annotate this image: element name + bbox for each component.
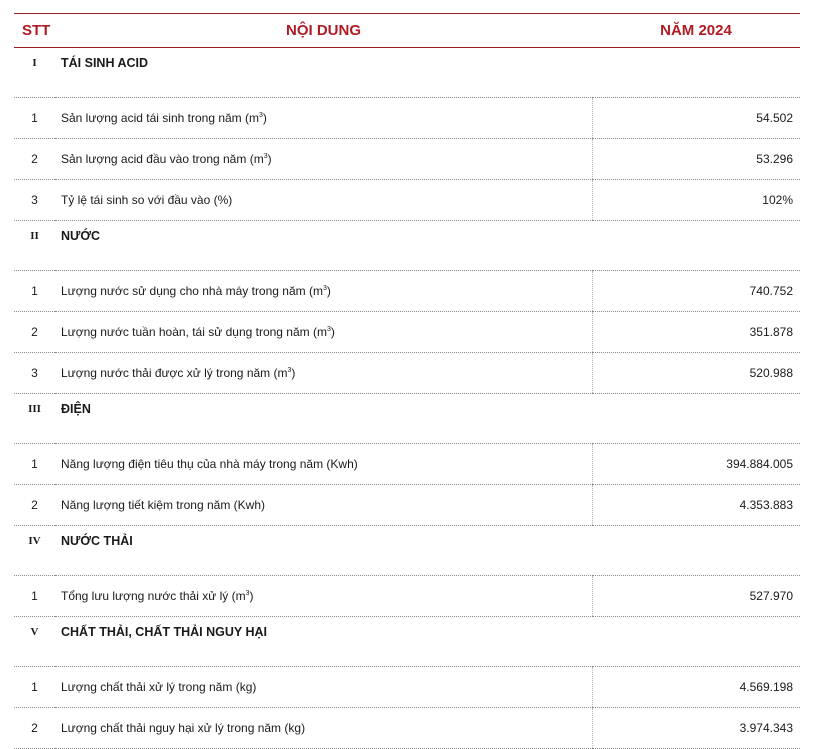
item-label: Năng lượng điện tiêu thụ của nhà máy trong năm [61, 457, 324, 471]
unit-superscript: 3 [259, 112, 263, 119]
item-unit: (Kwh) [326, 457, 358, 471]
item-number: 2 [14, 708, 55, 749]
item-label: Sản lượng acid tái sinh trong năm [61, 111, 242, 125]
item-unit: (%) [213, 193, 233, 207]
item-unit-end: ) [326, 284, 331, 298]
item-number: 3 [14, 180, 55, 221]
item-label-cell [55, 708, 592, 749]
section-row [14, 221, 800, 271]
item-row [14, 353, 800, 394]
item-label-cell [55, 180, 592, 221]
item-number: 2 [14, 139, 55, 180]
item-number: 2 [14, 485, 55, 526]
item-label: Tỷ lệ tái sinh so với đầu vào [61, 193, 211, 207]
item-label: Lượng nước thải được xử lý trong năm [61, 366, 271, 380]
item-label-cell [55, 485, 592, 526]
item-row [14, 667, 800, 708]
item-unit-end: ) [291, 366, 296, 380]
item-unit-end: ) [267, 152, 272, 166]
table-body [14, 48, 800, 749]
section-title: NƯỚC THẢI [55, 526, 800, 576]
item-row [14, 444, 800, 485]
item-unit-end: ) [249, 589, 254, 603]
item-number: 1 [14, 667, 55, 708]
section-number: V [14, 617, 55, 667]
section-row [14, 526, 800, 576]
item-label-cell [55, 444, 592, 485]
item-unit-end: ) [330, 325, 335, 339]
item-row [14, 271, 800, 312]
section-row [14, 617, 800, 667]
section-number: IV [14, 526, 55, 576]
item-unit: (m [231, 589, 246, 603]
item-row [14, 708, 800, 749]
section-title: TÁI SINH ACID [55, 48, 800, 98]
unit-superscript: 3 [287, 367, 292, 374]
item-label: Năng lượng tiết kiệm trong năm [61, 498, 231, 512]
section-row [14, 48, 800, 98]
item-unit: (m [308, 284, 323, 298]
unit-superscript: 3 [327, 326, 331, 333]
item-value: 520.988 [592, 353, 800, 394]
unit-superscript: 3 [322, 285, 327, 292]
header-year: NĂM 2024 [592, 14, 800, 48]
section-title: NƯỚC [55, 221, 800, 271]
item-row [14, 139, 800, 180]
item-value: 4.353.883 [592, 485, 800, 526]
header-content: NỘI DUNG [55, 14, 592, 48]
item-label-cell [55, 667, 592, 708]
item-value: 3.974.343 [592, 708, 800, 749]
item-value: 351.878 [592, 312, 800, 353]
item-value: 54.502 [592, 98, 800, 139]
item-number: 1 [14, 271, 55, 312]
item-row [14, 485, 800, 526]
item-label: Sản lượng acid đầu vào trong năm [61, 152, 247, 166]
item-label: Tổng lưu lượng nước thải xử lý [61, 589, 229, 603]
item-label: Lượng chất thải nguy hại xử lý trong năm [61, 721, 282, 735]
item-label-cell [55, 353, 592, 394]
item-row [14, 312, 800, 353]
item-row [14, 576, 800, 617]
item-label: Lượng chất thải xử lý trong năm [61, 680, 233, 694]
unit-superscript: 3 [263, 153, 268, 160]
item-unit: (m [249, 152, 264, 166]
item-unit-end: ) [262, 111, 267, 125]
item-value: 4.569.198 [592, 667, 800, 708]
section-row [14, 394, 800, 444]
section-title: CHẤT THẢI, CHẤT THẢI NGUY HẠI [55, 617, 800, 667]
table-header [14, 14, 800, 48]
item-unit: (m [313, 325, 327, 339]
item-number: 1 [14, 576, 55, 617]
item-label: Lượng nước tuần hoàn, tái sử dụng trong năm [61, 325, 310, 339]
item-label: Lượng nước sử dụng cho nhà máy trong năm [61, 284, 306, 298]
item-unit: (m [273, 366, 288, 380]
item-value: 740.752 [592, 271, 800, 312]
item-value: 527.970 [592, 576, 800, 617]
header-stt: STT [14, 14, 55, 48]
item-number: 1 [14, 444, 55, 485]
item-row [14, 180, 800, 221]
item-label-cell [55, 271, 592, 312]
item-unit: (kg) [284, 721, 306, 735]
item-value: 102% [592, 180, 800, 221]
item-number: 2 [14, 312, 55, 353]
item-label-cell [55, 312, 592, 353]
item-label-cell [55, 139, 592, 180]
item-unit: (Kwh) [233, 498, 265, 512]
item-label-cell [55, 576, 592, 617]
item-row [14, 98, 800, 139]
section-number: II [14, 221, 55, 271]
item-unit: (kg) [235, 680, 257, 694]
item-value: 53.296 [592, 139, 800, 180]
item-number: 3 [14, 353, 55, 394]
section-title: ĐIỆN [55, 394, 800, 444]
unit-superscript: 3 [245, 590, 250, 597]
item-label-cell [55, 98, 592, 139]
item-value: 394.884.005 [592, 444, 800, 485]
data-table [14, 13, 800, 749]
section-number: I [14, 48, 55, 98]
item-number: 1 [14, 98, 55, 139]
section-number: III [14, 394, 55, 444]
item-unit: (m [245, 111, 260, 125]
